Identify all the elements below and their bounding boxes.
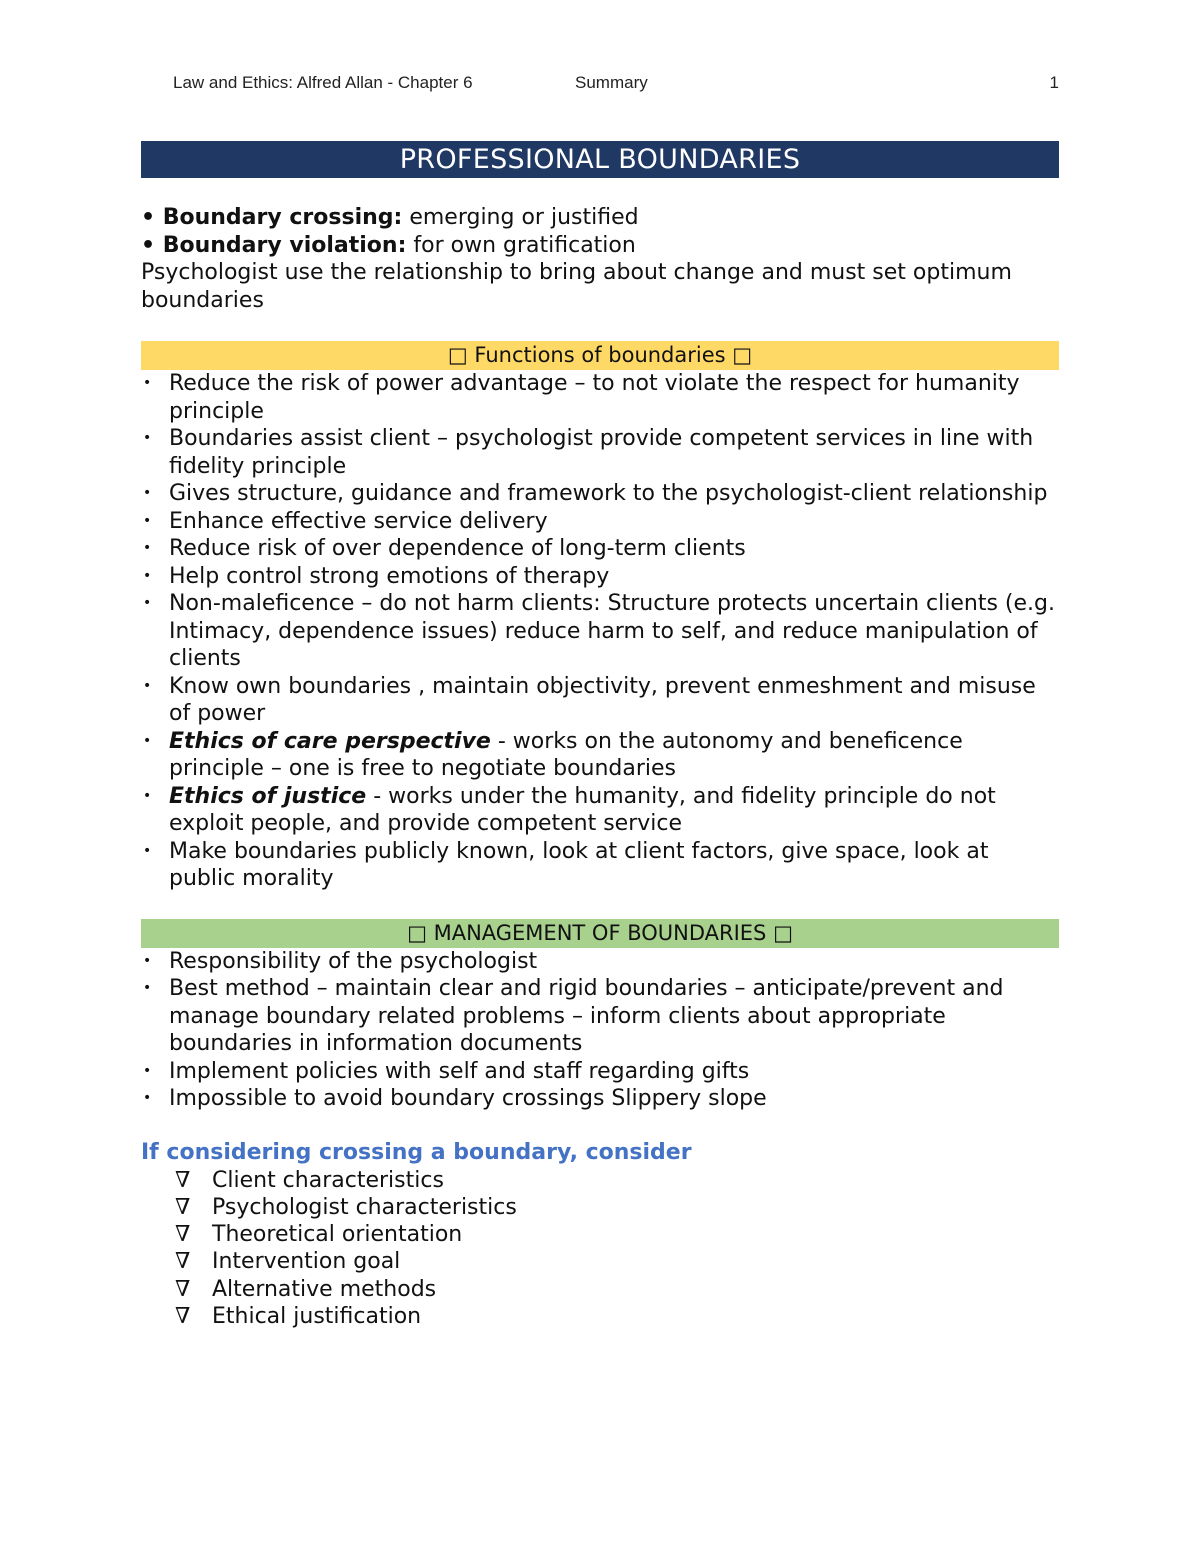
list-item xyxy=(141,728,1059,783)
bullet-icon: • xyxy=(143,980,152,996)
bullet-icon: • xyxy=(143,732,152,749)
consider-item-text: Psychologist characteristics xyxy=(212,1194,517,1220)
intro-paragraph: Psychologist use the relationship to bring about change and must set optimum boundaries xyxy=(141,260,1012,313)
nabla-bullet-icon: ∇ xyxy=(175,1167,191,1193)
list-item xyxy=(141,590,1059,673)
consider-item-text: Ethical justification xyxy=(212,1303,422,1329)
consider-item xyxy=(175,1221,1059,1248)
list-item-text: Responsibility of the psychologist xyxy=(169,948,538,974)
boundary-crossing-term: • Boundary crossing: xyxy=(141,205,403,230)
nabla-bullet-icon: ∇ xyxy=(175,1194,191,1220)
consider-item-text: Theoretical orientation xyxy=(212,1222,463,1248)
list-item-text: - works on the autonomy and beneficence principle – one is free to negotiate boundaries xyxy=(169,728,963,781)
list-item-term: Ethics of care perspective xyxy=(169,728,491,754)
document-body xyxy=(141,141,1059,1330)
bullet-icon: • xyxy=(143,375,152,391)
list-item-text: Reduce the risk of power advantage – to not violate the respect for humanity principle xyxy=(169,371,1020,424)
list-item-text: Impossible to avoid boundary crossings Slippery slope xyxy=(169,1086,767,1111)
list-item xyxy=(141,370,1059,425)
header-summary-label: Summary xyxy=(575,73,648,92)
list-item xyxy=(141,480,1059,508)
consider-item xyxy=(175,1194,1059,1221)
list-item xyxy=(141,508,1059,536)
header-course-title: Law and Ethics: Alfred Allan - Chapter 6 xyxy=(173,73,473,92)
consider-item xyxy=(175,1303,1059,1330)
bullet-icon: • xyxy=(143,952,152,969)
list-item xyxy=(141,838,1059,893)
functions-heading: □ Functions of boundaries □ xyxy=(141,341,1059,370)
consider-heading: If considering crossing a boundary, consider xyxy=(141,1139,692,1165)
list-item xyxy=(141,1058,1059,1086)
management-list xyxy=(141,948,1059,1113)
list-item-text: Best method – maintain clear and rigid boundaries – anticipate/prevent and manage boundary related problems – inform clients about appropriate boundaries in information documents xyxy=(169,976,1004,1056)
bullet-icon: • xyxy=(143,567,152,584)
consider-item-text: Client characteristics xyxy=(212,1167,444,1193)
list-item-text: Reduce risk of over dependence of long-term clients xyxy=(169,536,746,561)
consider-item xyxy=(175,1248,1059,1275)
list-item xyxy=(141,673,1059,728)
list-item xyxy=(141,535,1059,563)
consider-item-text: Intervention goal xyxy=(212,1249,401,1275)
bullet-icon: • xyxy=(143,540,152,556)
bullet-icon: • xyxy=(143,677,152,694)
consider-item xyxy=(175,1276,1059,1303)
bullet-icon: • xyxy=(143,595,152,611)
consider-item xyxy=(175,1167,1059,1194)
list-item-text: Implement policies with self and staff regarding gifts xyxy=(169,1058,750,1084)
page-number: 1 xyxy=(1049,73,1059,92)
bullet-icon: • xyxy=(143,430,152,446)
bullet-icon: • xyxy=(143,1090,152,1106)
bullet-icon: • xyxy=(143,485,152,501)
list-item xyxy=(141,975,1059,1058)
list-item xyxy=(141,1085,1059,1113)
bullet-icon: • xyxy=(143,1062,152,1079)
list-item xyxy=(141,425,1059,480)
boundary-crossing-line xyxy=(141,204,1059,232)
list-item-text: - works under the humanity, and fidelity principle do not exploit people, and provide competent service xyxy=(169,783,996,836)
bullet-icon: • xyxy=(143,512,152,529)
list-item-text: Help control strong emotions of therapy xyxy=(169,563,610,589)
nabla-bullet-icon: ∇ xyxy=(175,1222,191,1248)
list-item-text: Enhance effective service delivery xyxy=(169,508,548,534)
nabla-bullet-icon: ∇ xyxy=(175,1249,191,1275)
nabla-bullet-icon: ∇ xyxy=(175,1276,191,1302)
list-item-text: Know own boundaries , maintain objectivity, prevent enmeshment and misuse of power xyxy=(169,673,1036,726)
list-item-text: Non-maleficence – do not harm clients: Structure protects uncertain clients (e.g. Intimacy, dependence issues) reduce harm to self, and reduce manipulation of clients xyxy=(169,591,1055,671)
boundary-violation-definition: for own gratification xyxy=(406,232,636,258)
list-item-term: Ethics of justice xyxy=(169,783,367,809)
list-item-text: Boundaries assist client – psychologist provide competent services in line with fidelity principle xyxy=(169,426,1034,479)
document-title: PROFESSIONAL BOUNDARIES xyxy=(141,141,1059,178)
list-item-text: Gives structure, guidance and framework to the psychologist-client relationship xyxy=(169,481,1048,506)
list-item-text: Make boundaries publicly known, look at client factors, give space, look at public morality xyxy=(169,838,989,891)
management-heading: □ MANAGEMENT OF BOUNDARIES □ xyxy=(141,919,1059,948)
list-item xyxy=(141,948,1059,976)
boundary-violation-line xyxy=(141,232,1059,260)
list-item xyxy=(141,563,1059,591)
functions-list xyxy=(141,370,1059,893)
intro-block xyxy=(141,204,1059,314)
bullet-icon: • xyxy=(143,787,152,804)
list-item xyxy=(141,783,1059,838)
consider-list xyxy=(141,1167,1059,1331)
page-header xyxy=(173,73,1059,97)
boundary-crossing-definition: emerging or justified xyxy=(402,205,639,230)
boundary-violation-term: • Boundary violation: xyxy=(141,232,407,258)
nabla-bullet-icon: ∇ xyxy=(175,1303,191,1329)
bullet-icon: • xyxy=(143,842,152,859)
consider-item-text: Alternative methods xyxy=(212,1276,437,1302)
